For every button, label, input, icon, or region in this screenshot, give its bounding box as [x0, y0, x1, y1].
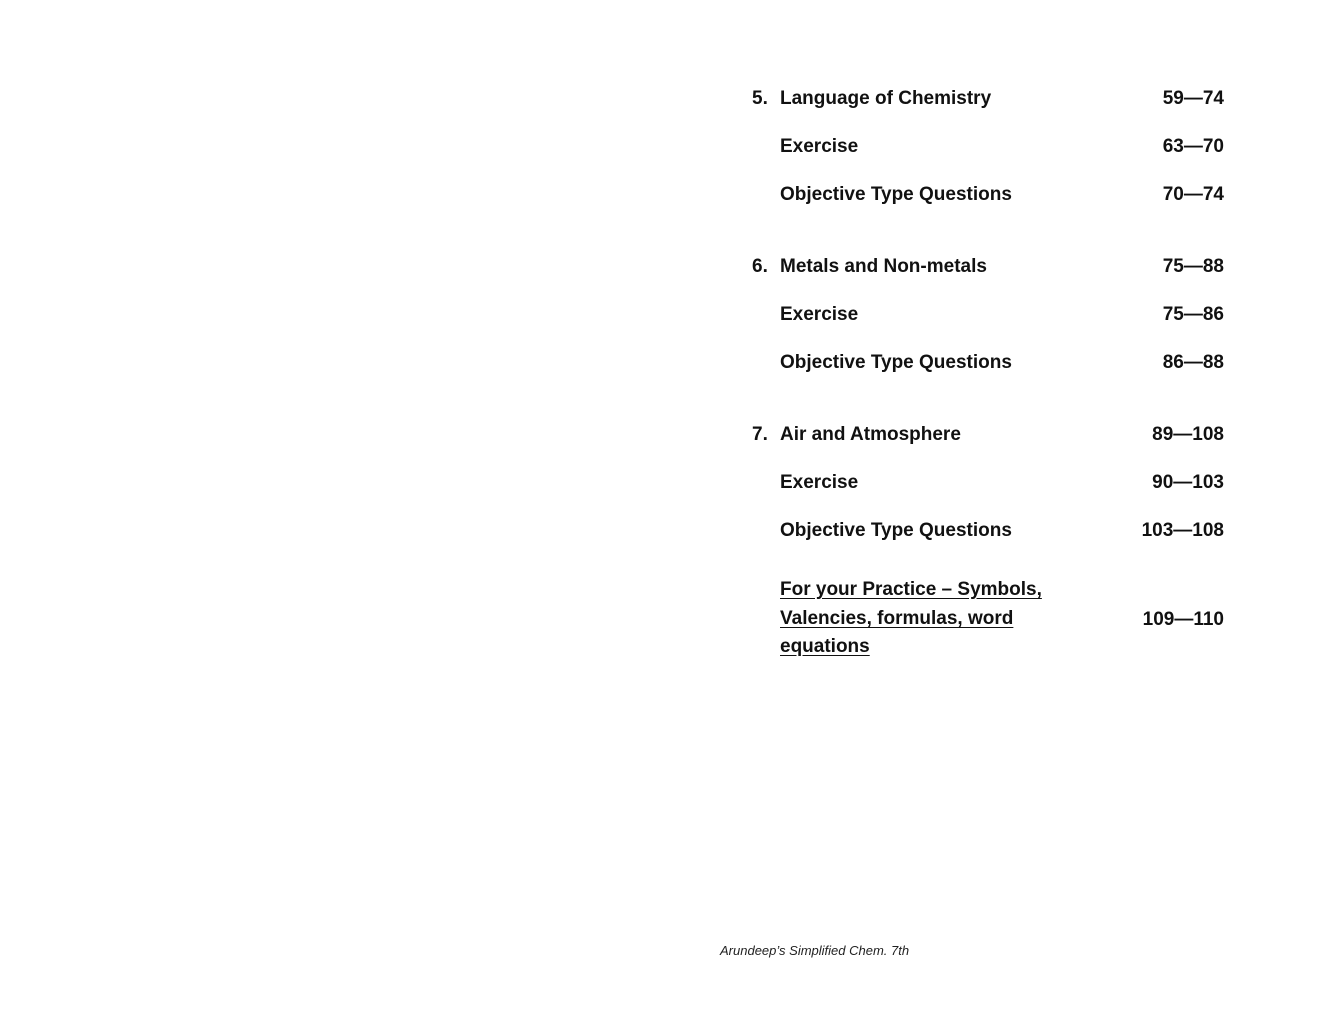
exercise-label: Exercise [780, 472, 859, 493]
practice-pages: 109—110 [1142, 609, 1224, 630]
chapter-pages: 89—108 [1152, 424, 1224, 445]
toc-chapter-5-objective[interactable] [752, 182, 1224, 208]
objective-pages: 86—88 [1162, 352, 1224, 373]
toc-chapter-7-objective[interactable] [752, 518, 1224, 544]
toc-chapter-6-exercise[interactable] [752, 302, 1224, 328]
objective-label: Objective Type Questions [780, 520, 1012, 541]
toc-chapter-6-objective[interactable] [752, 350, 1224, 376]
exercise-pages: 90—103 [1152, 472, 1224, 493]
objective-pages: 103—108 [1141, 520, 1224, 541]
practice-title-line: equations [780, 636, 870, 657]
chapter-title: Air and Atmosphere [780, 424, 961, 445]
toc-chapter-7[interactable] [752, 422, 1224, 448]
toc-chapter-5[interactable] [752, 86, 1224, 112]
chapter-number: 5. [752, 88, 768, 109]
practice-title[interactable] [780, 576, 1080, 662]
objective-label: Objective Type Questions [780, 184, 1012, 205]
practice-title-line: Valencies, formulas, word [780, 607, 1014, 629]
page-footer: Arundeep’s Simplified Chem. 7th [720, 943, 910, 958]
objective-label: Objective Type Questions [780, 352, 1012, 373]
exercise-pages: 63—70 [1162, 136, 1224, 157]
practice-title-line: For your Practice – Symbols, [780, 579, 1042, 600]
toc-chapter-6[interactable] [752, 254, 1224, 280]
chapter-title: Metals and Non-metals [780, 256, 987, 277]
objective-pages: 70—74 [1162, 184, 1224, 205]
toc-practice[interactable] [752, 576, 1224, 666]
chapter-pages: 59—74 [1162, 88, 1224, 109]
chapter-number: 6. [752, 256, 768, 277]
exercise-label: Exercise [780, 304, 859, 325]
toc-chapter-7-exercise[interactable] [752, 470, 1224, 496]
exercise-pages: 75—86 [1162, 304, 1224, 325]
chapter-number: 7. [752, 424, 768, 445]
exercise-label: Exercise [780, 136, 859, 157]
toc-chapter-5-exercise[interactable] [752, 134, 1224, 160]
chapter-title: Language of Chemistry [780, 88, 992, 109]
chapter-pages: 75—88 [1162, 256, 1224, 277]
